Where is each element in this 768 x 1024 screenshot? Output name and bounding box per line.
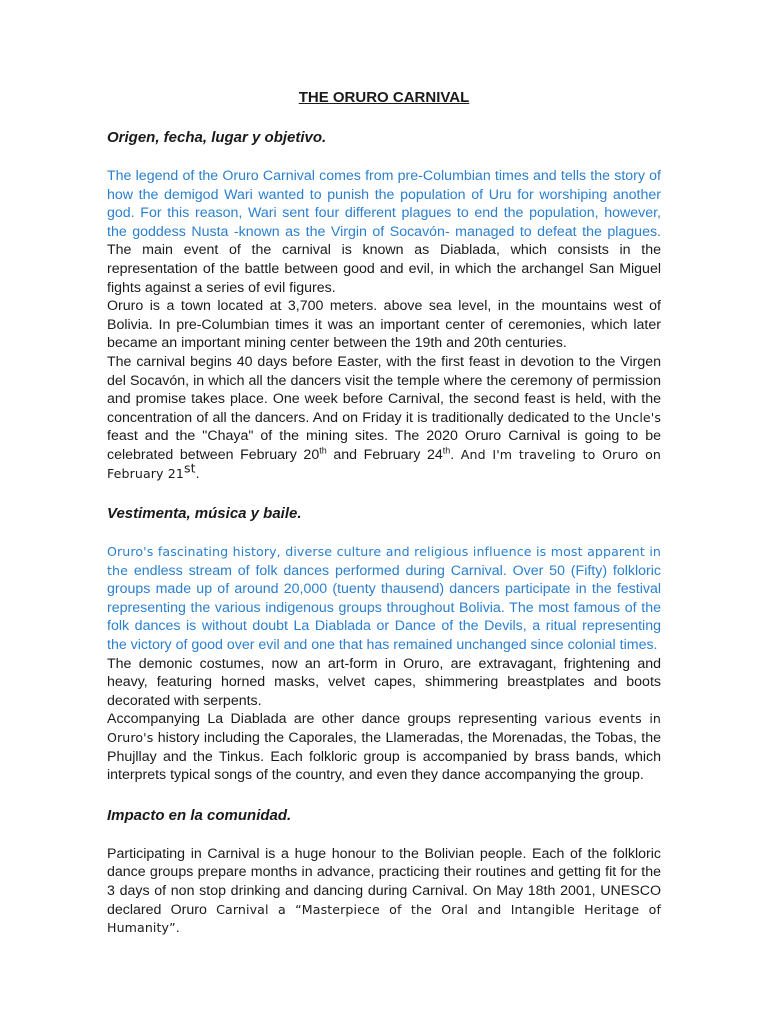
- paragraph-dance-groups: [107, 710, 661, 784]
- dates-text-e: .: [195, 465, 200, 482]
- dates-text-c: and February 24: [326, 446, 443, 463]
- paragraph-costumes: The demonic costumes, now an art-form in Oruro, are extravagant, frightening and heavy, featuring horned masks, velvet capes, shimmering breastplates and boots decorated with serpents.: [107, 655, 661, 709]
- folk-dances-blue-text: endless stream of folk dances performed during Carnival. Over 50 (Fifty) folkloric groups made up of around 20,000 (tuenty thausend) dancers participate in the festival representing the various indigenous groups throughout Bolivia. The most famous of the folk dances is without doubt La Diablada or Dance of the Devils, a ritual representing the victory of good over evil and one that has remained unchanged since colonial times.: [107, 562, 661, 654]
- paragraph-legend: [107, 167, 661, 297]
- legend-main-event-text: The main event of the carnival is known as Diablada, which consists in the representation of the battle between good and evil, in which the archangel San Miguel fights against a series of evil figures.: [107, 242, 661, 296]
- section-heading-impacto: Impacto en la comunidad.: [107, 806, 292, 824]
- dates-sup-th-1: th: [319, 445, 327, 456]
- dates-sup-st: st: [183, 459, 196, 475]
- dates-sup-th-2: th: [442, 445, 451, 456]
- paragraph-impact: [107, 845, 661, 938]
- folk-dances-first-line: Oruro's fascinating history, diverse culture and religious influence is most apparent in the: [107, 544, 661, 578]
- section-heading-vestimenta: Vestimenta, música y baile.: [107, 505, 302, 523]
- paragraph-folk-dances: [107, 543, 661, 655]
- dates-text-uncle: the Uncle's: [589, 409, 661, 425]
- dance-groups-text-events: various events in Oruro's: [107, 711, 661, 746]
- dates-text-travel: And I'm traveling to Oruro on February 21: [107, 446, 661, 481]
- dates-text-a: The carnival begins 40 days before Easter, with the first feast in devotion to the Virgen del Socavón, in which all the dancers visit the temple where the ceremony of permission and promise takes place. One week before Carnival, the second feast is held, with the concentration of all the dancers. And on Friday it is traditionally dedicated to: [107, 353, 661, 426]
- dates-text-b: feast and the "Chaya" of the mining sites. The 2020 Oruro Carnival is going to be celebrated between February 20: [107, 428, 661, 463]
- document-body: [107, 88, 661, 938]
- paragraph-carnival-dates: [107, 353, 661, 483]
- section-heading-origen: Origen, fecha, lugar y objetivo.: [107, 129, 327, 146]
- dance-groups-text-b: history including the Caporales, the Llameradas, the Morenadas, the Tobas, the Phujllay and the Tinkus. Each folkloric group is accompanied by brass bands, which interprets typical songs of the country, and even they dance accompanying the group.: [107, 730, 661, 784]
- document-title: THE ORURO CARNIVAL: [298, 89, 470, 106]
- dates-text-d: .: [450, 446, 461, 463]
- dance-groups-text-a: Accompanying La Diablada are other dance groups representing: [107, 711, 545, 728]
- impact-text: Participating in Carnival is a huge honour to the Bolivian people. Each of the folkloric dance groups prepare months in advance, practicing their routines and getting fit for the 3 days of non stop drinking and dancing during Carnival. On May 18th 2001, UNESCO declared Oruro: [107, 845, 661, 918]
- paragraph-oruro-town: Oruro is a town located at 3,700 meters. above sea level, in the mountains west of Bolivia. In pre-Columbian times it was an important center of ceremonies, which later became an important mining center between the 19th and 20th centuries.: [107, 298, 661, 352]
- legend-blue-text: The legend of the Oruro Carnival comes from pre-Columbian times and tells the story of how the demigod Wari wanted to punish the population of Uru for worshiping another god. For this reason, Wari sent four different plagues to end the population, however, the goddess Nusta -known as the Virgin of Socavón- managed to defeat the plagues.: [107, 168, 661, 240]
- impact-unesco-text: Carnival a “Masterpiece of the Oral and Intangible Heritage of Humanity”.: [107, 901, 661, 936]
